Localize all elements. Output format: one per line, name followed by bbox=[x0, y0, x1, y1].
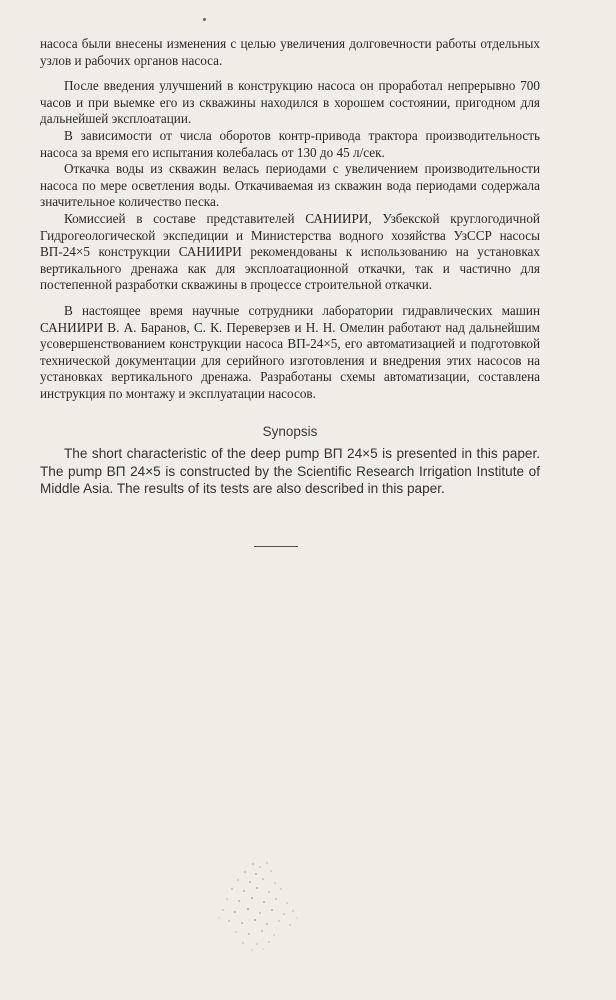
paragraph-1: насоса были внесены изменения с целью увеличения долговечности работы отдельных узлов и рабочих органов насоса. bbox=[40, 36, 540, 68]
article-body bbox=[40, 36, 540, 498]
page-mark bbox=[203, 18, 206, 21]
paragraph-6: В настоящее время научные сотрудники лаборатории гидравлических машин САНИИРИ В. А. Баранов, С. К. Переверзев и Н. Н. Омелин работают над дальнейшим усовершенствованием конструкции насоса ВП-24×5, его автоматизацией и подготовкой технической документации для серийного изготовления и внедрения этих насосов на установках вертикального дренажа. Разработаны схемы автоматизации, составлена инструкция по монтажу и эксплуатации насосов. bbox=[40, 302, 540, 401]
paragraph-5: Комиссией в составе представителей САНИИРИ, Узбекской круглогодичной Гидрогеологической экспедиции и Министерства водного хозяйства УзССР насосы ВП-24×5 конструкции САНИИРИ рекомендованы к использованию на установках вертикального дренажа как для эксплоатационной откачки, так и частично для постепенной разработки скважины в процессе строительной откачки. bbox=[40, 210, 540, 293]
paragraph-3: В зависимости от числа оборотов контр-привода трактора производительность насоса за время его испытания колебалась от 130 до 45 л/сек. bbox=[40, 127, 540, 160]
synopsis-text: The short characteristic of the deep pump ВП 24×5 is presented in this paper. The pump ВП 24×5 is constructed by the Scientific Research Irrigation Institute of Middle Asia. The results of its tests are also described in this paper. bbox=[40, 446, 540, 497]
separator-rule bbox=[254, 546, 298, 547]
paragraph-4: Откачка воды из скважин велась периодами с увеличением производительности насоса по мере осветления воды. Откачиваемая из скважин вода периодами содержала значительное количество песка. bbox=[40, 161, 540, 210]
paragraph-2: После введения улучшений в конструкцию насоса он проработал непрерывно 700 часов и при выемке его из скважины находился в хорошем состоянии, пригодном для дальнейшей эксплоатации. bbox=[40, 78, 540, 127]
paper-stain bbox=[205, 858, 310, 953]
synopsis-heading: Synopsis bbox=[262, 424, 318, 440]
